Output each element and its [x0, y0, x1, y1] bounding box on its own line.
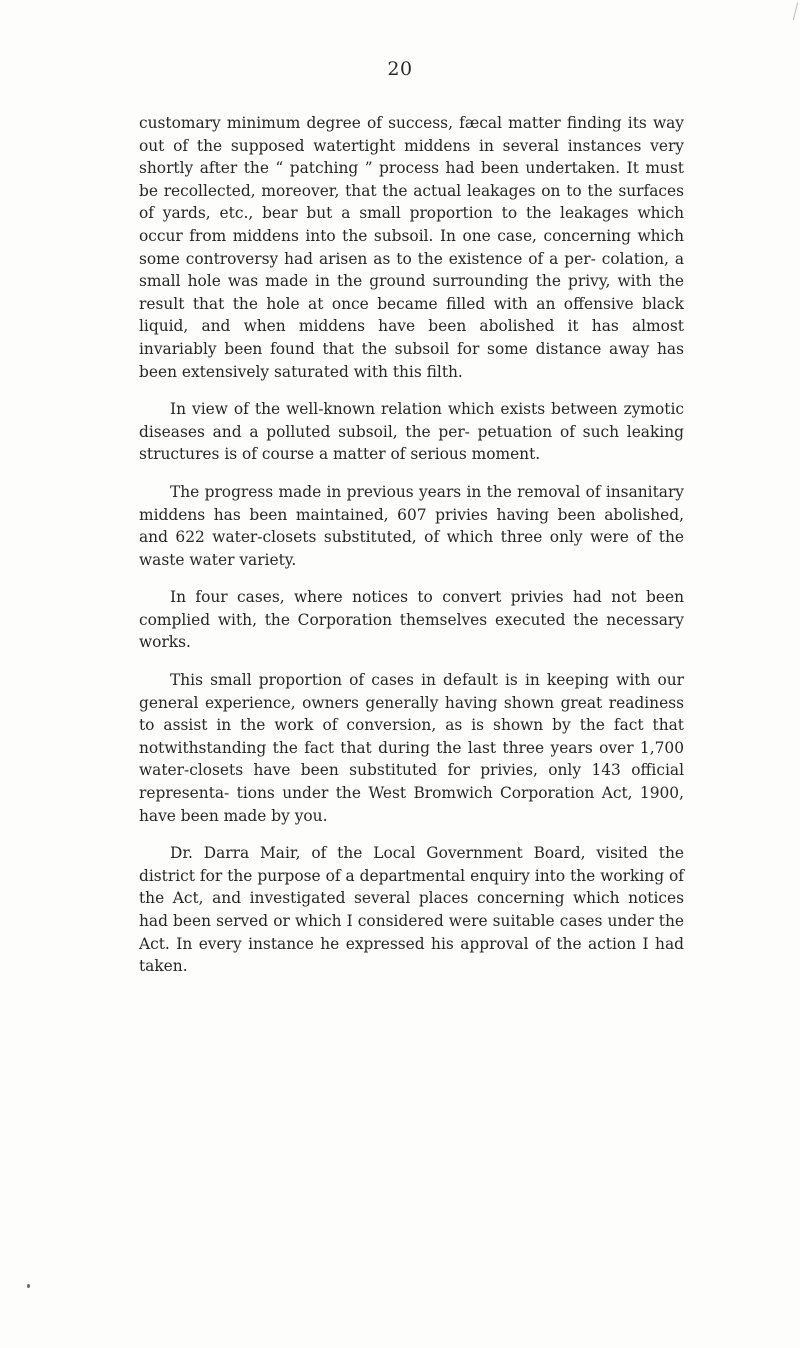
page-number: 20	[387, 58, 413, 80]
page-corner-mark	[790, 2, 798, 20]
paper-speck	[27, 1284, 30, 1288]
paragraph-zymotic-diseases: In view of the well-known relation which exists between zymotic diseases and a polluted subsoil, the per- petuation of such leaking structures is of course a matter of serious moment.	[139, 400, 684, 464]
body-text	[139, 112, 684, 993]
paragraph-progress: The progress made in previous years in the removal of insanitary middens has been maintained, 607 privies having been abolished, and 622 water-closets substituted, of which three only were of the waste water variety.	[139, 482, 684, 569]
paragraph-four-cases: In four cases, where notices to convert privies had not been complied with, the Corporation themselves executed the necessary works.	[139, 588, 684, 652]
paragraph-continuation: customary minimum degree of success, fæcal matter finding its way out of the supposed watertight middens in several instances very shortly after the “ patching ” process had been undertaken. It must be recollected, moreover, that the actual leakages on to the surfaces of yards, etc., bear but a small proportion to the leakages which occur from middens into the subsoil. In one case, concerning which some controversy had arisen as to the existence of a per- colation, a small hole was made in the ground surrounding the privy, with the result that the hole at once became filled with an offensive black liquid, and when middens have been abolished it has almost invariably been found that the subsoil for some distance away has been extensively saturated with this filth.	[139, 114, 684, 381]
paragraph-dr-darra-mair: Dr. Darra Mair, of the Local Government Board, visited the district for the purpose of a departmental enquiry into the working of the Act, and investigated several places concerning which notices had been served or which I considered were suitable cases under the Act. In every instance he expressed his approval of the action I had taken.	[139, 844, 684, 976]
paragraph-small-proportion: This small proportion of cases in default is in keeping with our general experience, owners generally having shown great readiness to assist in the work of conversion, as is shown by the fact that notwithstanding the fact that during the last three years over 1,700 water-closets have been substituted for privies, only 143 official representa- tions under the West Bromwich Corporation Act, 1900, have been made by you.	[139, 671, 684, 825]
